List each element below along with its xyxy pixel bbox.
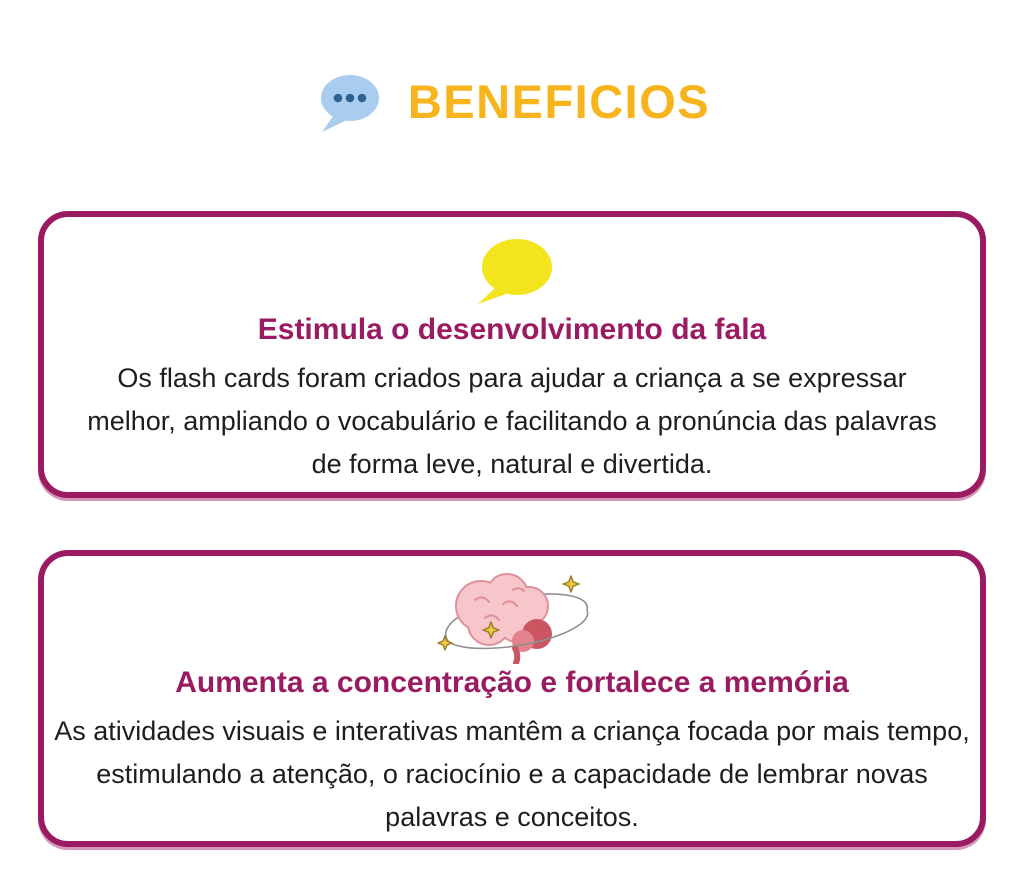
benefit-body-speech: Os flash cards foram criados para ajudar a criança a se expressar melhor, ampliando o vocabulário e facilitando a pronúncia das palavras de forma leve, natural e divertida. bbox=[87, 363, 937, 479]
benefit-card-memory bbox=[38, 550, 986, 847]
benefit-body-memory: As atividades visuais e interativas mantêm a criança focada por mais tempo, estimulando a atenção, o raciocínio e a capacidade de lembrar novas palavras e conceitos. bbox=[54, 716, 970, 832]
page-header bbox=[0, 68, 1024, 134]
speech-bubble-dots-icon bbox=[314, 68, 382, 134]
page-title: BENEFICIOS bbox=[407, 74, 711, 128]
brain-orbit-stars-icon bbox=[44, 568, 980, 664]
benefit-heading-memory: Aumenta a concentração e fortalece a memória bbox=[175, 666, 849, 699]
benefit-card-speech bbox=[38, 211, 986, 498]
speech-bubble-icon bbox=[44, 237, 980, 307]
benefit-heading-speech: Estimula o desenvolvimento da fala bbox=[257, 313, 767, 346]
